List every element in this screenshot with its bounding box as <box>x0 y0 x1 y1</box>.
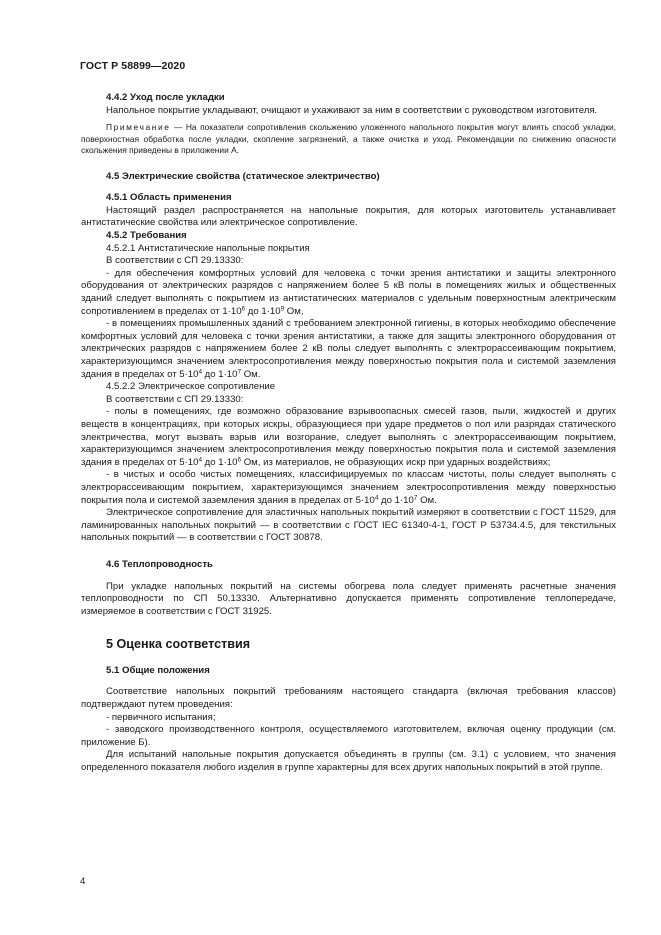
list-item-text: - полы в помещениях, где возможно образование взрывоопасных смесей газов, пыли, жидкостей и других веществ в концентрациях, при которых искры, образующиеся при ударе предметов о пол или разрядах статического электричества, могут вызвать взрыв или возгорание, следует выполнять с электрорассеивающим покрытием, характеризующимся значением электросопротивления между поверхностью покрытия пола и системой заземления здания в пределах от 5·10 <box>81 406 616 468</box>
exponent: 7 <box>237 368 242 376</box>
list-item-text: до 1·10 <box>245 305 281 317</box>
list-item-text: - для обеспечения комфортных условий для человека с точки зрения антистатики и защиты электронного оборудования от электрических разрядов с напряжением более 5 кВ полы в помещениях жилых и общественных зданий следует выполнять с покрытием из антистатических материалов с удельным поверхностным электрическим сопротивлением в пределах от 1·10 <box>81 267 616 317</box>
exponent: 4 <box>374 494 379 502</box>
exponent: 4 <box>198 456 203 464</box>
exponent: 6 <box>241 305 246 313</box>
paragraph: Электрическое сопротивление для эластичных напольных покрытий измеряют в соответствии с ГОСТ 11529, для ламинированных напольных покрытий — в соответствии с ГОСТ IEC 61340-4-1, ГОСТ Р 53734.4.5, для текстильных напольных покрытий — в соответствии с ГОСТ 30878. <box>81 507 616 544</box>
section-heading-4-5-2: 4.5.2 Требования <box>106 230 187 242</box>
document-header: ГОСТ Р 58899—2020 <box>80 60 186 72</box>
exponent: 7 <box>413 494 418 502</box>
document-body <box>81 92 616 775</box>
list-item <box>81 268 616 318</box>
list-item-text: Ом. <box>241 368 261 380</box>
list-item <box>81 318 616 381</box>
list-item <box>81 406 616 469</box>
note <box>81 122 616 157</box>
list-item-text: Ом, из материалов, не образующих искр при ударных воздействиях; <box>241 456 551 468</box>
section-heading-4-6: 4.6 Теплопроводность <box>106 558 213 570</box>
list-item-text: Ом, <box>284 305 304 317</box>
note-label: Примечание <box>106 122 171 133</box>
paragraph: Напольное покрытие укладывают, очищают и ухаживают за ним в соответствии с руководством изготовителя. <box>106 104 598 116</box>
list-item: - заводского производственного контроля, осуществляемого изготовителем, включая оценку продукции (см. приложение Б). <box>81 724 616 748</box>
paragraph: Для испытаний напольные покрытия допускается объединять в группы (см. 3.1) с условием, что значения определенного показателя любого изделия в группе характерны для всех других напольных покрытий в этой группе. <box>81 749 616 774</box>
list-item-text: до 1·10 <box>378 494 414 506</box>
page-number: 4 <box>80 876 86 887</box>
exponent: 4 <box>198 368 203 376</box>
list-item-text: до 1·10 <box>202 368 238 380</box>
reference-line: В соответствии с СП 29.13330: <box>106 393 244 405</box>
paragraph: Настоящий раздел распространяется на напольные покрытия, для которых изготовитель устанавливает антистатические свойства или электрическое сопротивление. <box>81 204 616 229</box>
list-item-text: - в помещениях промышленных зданий с требованием электронной гигиены, в которых необходимо обеспечение комфортных условий для человека с точки зрения антистатики, а также для защиты электронного оборудования от электрических разрядов с напряжением более 2 кВ полы следует выполнять с электрорассеивающим покрытием, характеризующимся значением электросопротивления между поверхностью покрытия пола и системой заземления здания в пределах от 5·10 <box>81 318 616 380</box>
exponent: 6 <box>237 456 242 464</box>
list-item-text: Ом. <box>417 494 437 506</box>
list-item-text: до 1·10 <box>202 456 238 468</box>
section-heading-4-4-2: 4.4.2 Уход после укладки <box>106 92 225 103</box>
section-heading-5: 5 Оценка соответствия <box>106 637 251 652</box>
section-heading-5-1: 5.1 Общие положения <box>106 664 210 676</box>
list-item-text: - в чистых и особо чистых помещениях, классифицируемых по классам чистоты, полы следует выполнять с электрорассеивающим покрытием, характеризующимся значением электросопротивления между поверхностью покрытия пола и системой заземления здания в пределах от 5·10 <box>81 469 616 506</box>
exponent: 9 <box>280 305 285 313</box>
note-text: — На показатели сопротивления скольжению уложенного напольного покрытия могут влиять способ укладки, поверхностная обработка после укладки, скопление загрязнений, а также очистка и уход. Рекомендации по снижению опасности скольжения приведены в приложении А. <box>81 122 616 156</box>
list-item <box>81 469 616 507</box>
paragraph: Соответствие напольных покрытий требованиям настоящего стандарта (включая требования классов) подтверждают путем проведения: <box>81 686 616 711</box>
subsection-heading-4-5-2-2: 4.5.2.2 Электрическое сопротивление <box>106 381 276 393</box>
subsection-heading-4-5-2-1: 4.5.2.1 Антистатические напольные покрытия <box>106 242 310 254</box>
list-item: - первичного испытания; <box>106 711 216 723</box>
paragraph: При укладке напольных покрытий на системы обогрева пола следует применять расчетные значения теплопроводности по СП 50.13330. Альтернативно допускается применять сопротивление теплопередаче, измеряемое в соответствии с ГОСТ 31925. <box>81 580 616 617</box>
section-heading-4-5: 4.5 Электрические свойства (статическое электричество) <box>106 170 380 182</box>
section-heading-4-5-1: 4.5.1 Область применения <box>106 192 232 204</box>
reference-line: В соответствии с СП 29.13330: <box>106 255 244 267</box>
